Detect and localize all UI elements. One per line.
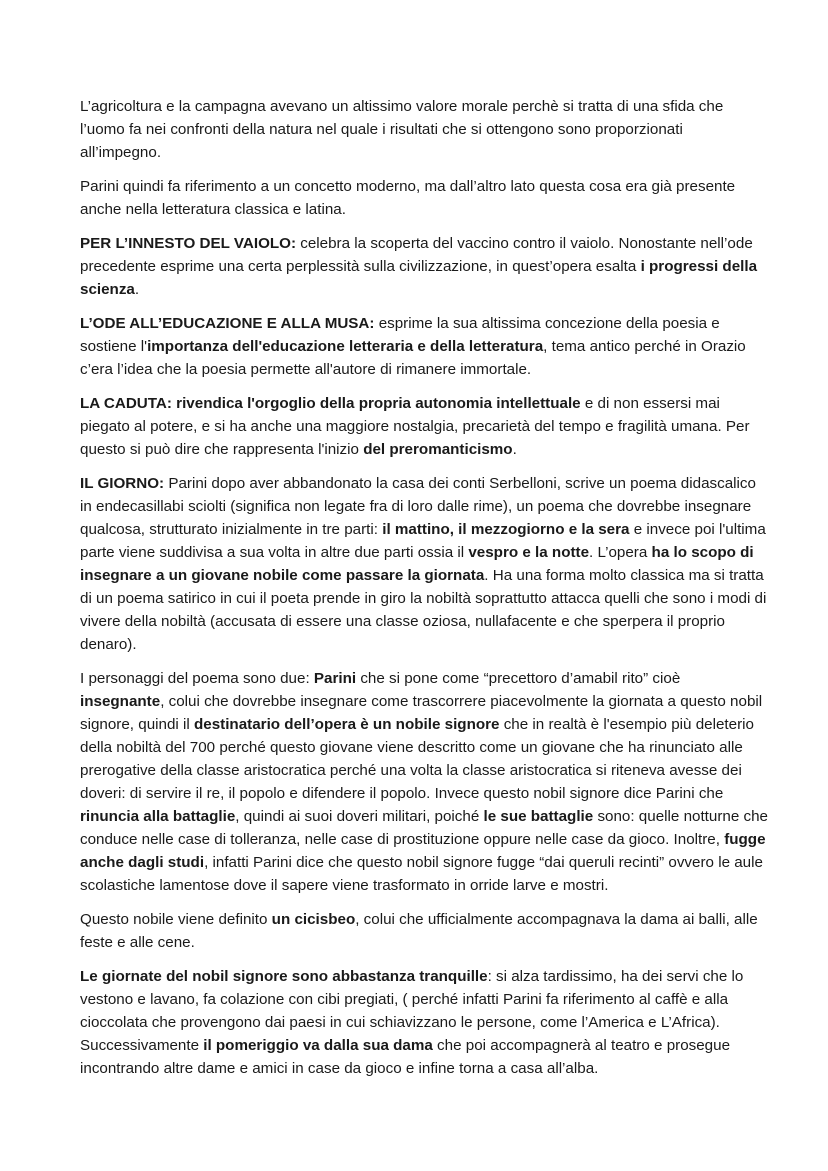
bold-text-run: le sue battaglie (483, 808, 594, 825)
paragraph-personaggi (80, 667, 768, 897)
text-run: . (512, 441, 517, 458)
bold-text-run: del preromanticismo (363, 441, 513, 458)
paragraph-agricoltura (80, 95, 768, 164)
text-run: sono: quelle notturne che conduce nelle case di tolleranza, nelle case di prostituzione oppure nelle case da gioco. Inoltre, (80, 808, 769, 848)
bold-text-run: Parini (313, 670, 357, 687)
text-run: , quindi ai suoi doveri militari, poiché (235, 808, 484, 825)
text-run: celebra la scoperta del vaccino contro il vaiolo. Nonostante nell’ode precedente esprime una certa perplessità sulla civilizzazione, in quest’opera esalta (80, 235, 753, 275)
paragraph-il-giorno (80, 472, 768, 656)
paragraph-cicisbeo (80, 908, 768, 954)
paragraph-la-caduta (80, 392, 768, 461)
paragraph-concetto-moderno (80, 175, 768, 221)
text-run: , colui che ufficialmente accompagnava la dama ai balli, alle feste e alle cene. (80, 911, 758, 951)
bold-text-run: PER L’INNESTO DEL VAIOLO: (80, 235, 297, 252)
text-run: che poi accompagnerà al teatro e prosegue incontrando altre dame e amici in case da gioco e infine torna a casa all’alba. (80, 1037, 731, 1077)
bold-text-run: IL GIORNO: (80, 475, 165, 492)
text-run: I personaggi del poema sono due: (80, 670, 314, 687)
bold-text-run: i progressi della scienza (80, 258, 758, 298)
text-run: , colui che dovrebbe insegnare come trascorrere piacevolmente la giornata a questo nobil signore, quindi il (80, 693, 763, 733)
paragraph-giornate (80, 965, 768, 1080)
text-run: . L’opera (589, 544, 652, 561)
text-run: : si alza tardissimo, ha dei servi che lo vestono e lavano, fa colazione con cibi pregiati, ( perché infatti Parini fa riferimento al caffè e alla cioccolata che provengono dai paesi in cui schiavizzano le persone, come l’America e L’Africa). Successivamente (80, 968, 744, 1054)
bold-text-run: L’ODE ALL’EDUCAZIONE E ALLA MUSA: (80, 315, 375, 332)
paragraph-ode-educazione (80, 312, 768, 381)
bold-text-run: ha lo scopo di insegnare a un giovane nobile come passare la giornata (80, 544, 754, 584)
bold-text-run: un cicisbeo (271, 911, 356, 928)
text-run: L’agricoltura e la campagna avevano un altissimo valore morale perchè si tratta di una sfida che l’uomo fa nei confronti della natura nel quale i risultati che si ottengono sono proporzionati all’impegno. (80, 98, 724, 161)
bold-text-run: importanza dell'educazione letteraria e della letteratura (147, 338, 544, 355)
text-run: che si pone come “precettoro d’amabil rito” cioè (356, 670, 681, 687)
text-run: Questo nobile viene definito (80, 911, 272, 928)
bold-text-run: Le giornate del nobil signore sono abbastanza tranquille (80, 968, 488, 985)
text-run: e invece poi l'ultima parte viene suddivisa a sua volta in altre due parti ossia il (80, 521, 766, 561)
text-run: Parini quindi fa riferimento a un concetto moderno, ma dall’altro lato questa cosa era già presente anche nella letteratura classica e latina. (80, 178, 736, 218)
bold-text-run: insegnante (80, 693, 161, 710)
bold-text-run: il mattino, il mezzogiorno e la sera (382, 521, 630, 538)
text-run: , tema antico perché in Orazio c’era l’idea che la poesia permette all'autore di rimanere immortale. (80, 338, 746, 378)
bold-text-run: LA CADUTA: rivendica l'orgoglio della propria autonomia intellettuale (80, 395, 581, 412)
text-run: che in realtà è l'esempio più deleterio della nobiltà del 700 perché questo giovane viene descritto come un giovane che ha rinunciato alle prerogative della classe aristocratica perché una volta la classe aristocratica si riteneva avesse dei doveri: di servire il re, il popolo e difendere il popolo. Invece questo nobil signore dice Parini che (80, 716, 754, 802)
text-run: esprime la sua altissima concezione della poesia e sostiene l' (80, 315, 720, 355)
bold-text-run: vespro e la notte (468, 544, 590, 561)
bold-text-run: rinuncia alla battaglie (80, 808, 236, 825)
text-run: , infatti Parini dice che questo nobil signore fugge “dai queruli recinti” ovvero le aule scolastiche lamentose dove il sapere viene trasformato in orride larve e mostri. (80, 854, 763, 894)
text-run: . (134, 281, 140, 298)
paragraph-innesto-vaiolo (80, 232, 768, 301)
bold-text-run: fugge anche dagli studi (80, 831, 766, 871)
bold-text-run: il pomeriggio va dalla sua dama (203, 1037, 433, 1054)
bold-text-run: destinatario dell’opera è un nobile signore (193, 716, 500, 733)
text-run: Parini dopo aver abbandonato la casa dei conti Serbelloni, scrive un poema didascalico in endecasillabi sciolti (significa non legate fra di loro dalle rime), un poema che dovrebbe insegnare qualcosa, strutturato inizialmente in tre parti: (80, 475, 756, 538)
text-run: . Ha una forma molto classica ma si tratta di un poema satirico in cui il poeta prende in giro la nobiltà soprattutto attacca quelli che sono i modi di vivere della nobiltà (accusata di essere una classe oziosa, nullafacente e che sperpera il proprio denaro). (80, 567, 767, 653)
text-run: e di non essersi mai piegato al potere, e si ha anche una maggiore nostalgia, precarietà del tempo e fragilità umana. Per questo si può dire che rappresenta l'inizio (80, 395, 750, 458)
